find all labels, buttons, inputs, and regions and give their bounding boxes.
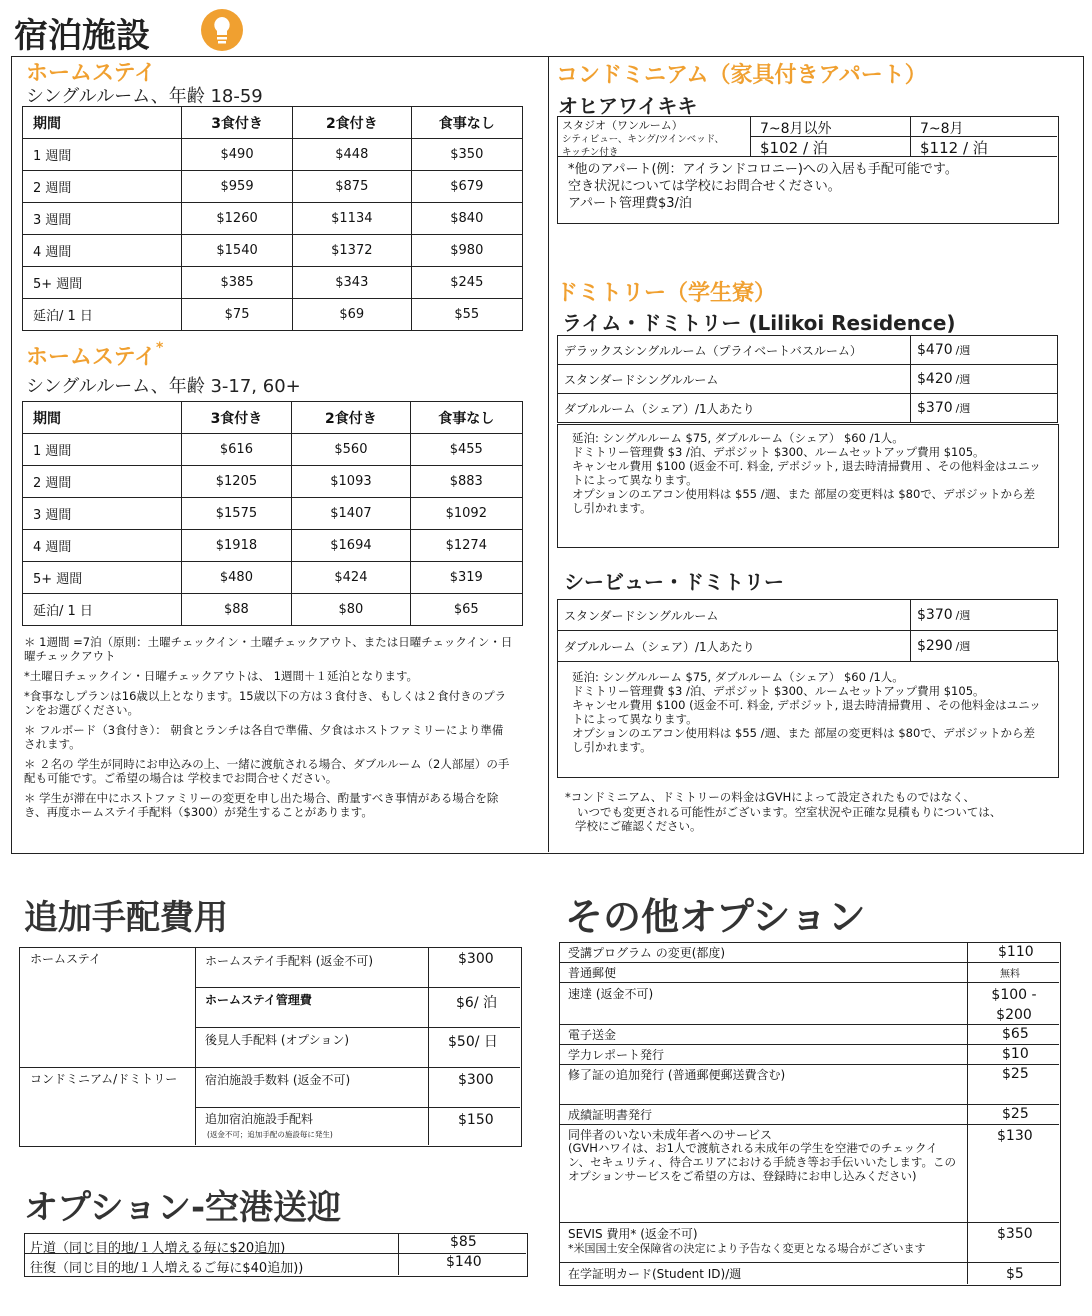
room-price-cell bbox=[911, 336, 1058, 365]
page-title: 宿泊施設 bbox=[14, 16, 150, 56]
price-cell: $319 bbox=[410, 562, 522, 594]
airport-oneway-price: $85 bbox=[450, 1234, 477, 1250]
dorm-title: ドミトリー（学生寮） bbox=[556, 281, 777, 306]
price-cell: $1918 bbox=[181, 530, 292, 562]
price-cell: $1540 bbox=[182, 235, 293, 267]
price-cell: $679 bbox=[411, 171, 522, 203]
column-header: 3食付き bbox=[181, 402, 292, 434]
price-cell: $1205 bbox=[181, 466, 292, 498]
homestay-adult-subtitle: シングルルーム、年齢 18-59 bbox=[26, 86, 263, 107]
condo-room-desc: シティビュー、キング/ツインベッド、 bbox=[562, 134, 724, 145]
table-row bbox=[23, 530, 523, 562]
other-options-title: その他オプション bbox=[565, 895, 866, 939]
option-item-desc: (GVHハワイは、お1人で渡航される未成年の学生を空港でのチェックイン、セキュリティ、待合エリアにおける手続き等お手伝いいたします。このオプションサービスをご希望の方は、登録時にお申し込みください) bbox=[568, 1141, 957, 1183]
airport-oneway: 片道（同じ目的地/１人増える毎に$20追加) bbox=[30, 1241, 286, 1256]
price-cell: $875 bbox=[293, 171, 412, 203]
price-cell: $959 bbox=[182, 171, 293, 203]
seaview-notes bbox=[572, 670, 1042, 754]
fee-price: $150 bbox=[458, 1112, 494, 1128]
room-name: スタンダードシングルルーム bbox=[558, 365, 911, 394]
fee-price: $6/ 泊 bbox=[456, 995, 497, 1011]
column-header: 期間 bbox=[23, 402, 182, 434]
duration-cell: 2 週間 bbox=[23, 171, 182, 203]
option-item: SEVIS 費用* (返金不可) bbox=[568, 1227, 698, 1241]
price-cell: $455 bbox=[410, 434, 522, 466]
dorm-footnote bbox=[565, 790, 1001, 834]
price-cell: $616 bbox=[181, 434, 292, 466]
price-cell: $1694 bbox=[292, 530, 410, 562]
room-unit: /週 bbox=[955, 640, 971, 653]
column-header: 食事なし bbox=[411, 107, 522, 139]
option-item: 受講プログラム の変更(都度) bbox=[568, 946, 726, 960]
table-row bbox=[23, 562, 523, 594]
room-price-cell bbox=[911, 631, 1058, 662]
price-cell: $385 bbox=[182, 267, 293, 299]
room-price: $370 bbox=[917, 400, 953, 416]
table-row bbox=[23, 498, 523, 530]
price-cell: $65 bbox=[410, 594, 522, 626]
price-cell: $424 bbox=[292, 562, 410, 594]
option-item: 速達 (返金不可) bbox=[568, 987, 654, 1001]
airport-roundtrip-price: $140 bbox=[446, 1254, 482, 1270]
condo-name: オヒアワイキキ bbox=[558, 94, 698, 118]
duration-cell: 5+ 週間 bbox=[23, 267, 182, 299]
table-row bbox=[23, 299, 523, 331]
homestay-youth-subtitle: シングルルーム、年齢 3-17, 60+ bbox=[26, 376, 301, 397]
price-cell: $1260 bbox=[182, 203, 293, 235]
table-row bbox=[23, 235, 523, 267]
homestay-youth-title: ホームステイ* bbox=[26, 340, 164, 370]
duration-cell: 5+ 週間 bbox=[23, 562, 182, 594]
room-name: デラックスシングルルーム（プライベートバスルーム） bbox=[558, 336, 911, 365]
column-header: 2食付き bbox=[293, 107, 412, 139]
column-divider bbox=[548, 56, 549, 852]
room-price: $470 bbox=[917, 342, 953, 358]
price-cell: $490 bbox=[182, 139, 293, 171]
condo-notes bbox=[568, 161, 958, 212]
lime-notes bbox=[572, 431, 1042, 515]
fee-item: 宿泊施設手数料 (返金不可) bbox=[205, 1073, 351, 1087]
price-cell: $55 bbox=[411, 299, 522, 331]
dorm-footnote-line: いつでも変更される可能性がございます。空室状況や正確な見積もりについては、 bbox=[577, 804, 1002, 819]
option-price: $110 bbox=[998, 944, 1034, 960]
homestay-note: *食事なしプランは16歳以上となります。15歳以下の方は３食付き、もしくは２食付きのプランをお選びください。 bbox=[24, 689, 507, 717]
lime-note: ドミトリー管理費 $3 /泊、デポジット $300、ルームセットアップ費用 $105。 bbox=[572, 445, 985, 459]
room-name: スタンダードシングルルーム bbox=[558, 600, 911, 631]
table-row bbox=[23, 466, 523, 498]
condo-note: 空き状況については学校にお問合せください。 bbox=[568, 179, 841, 194]
lightbulb-icon bbox=[200, 8, 244, 52]
homestay-note: ＊ 1週間 =7泊（原則：土曜チェックイン・土曜チェックアウト、または日曜チェックイン・日曜チェックアウト bbox=[24, 635, 513, 663]
lime-dorm-table bbox=[557, 335, 1058, 423]
option-item: 学力レポート発行 bbox=[568, 1048, 665, 1062]
room-price: $290 bbox=[917, 638, 953, 654]
condo-offpeak-price: $102 / 泊 bbox=[760, 139, 828, 157]
table-row bbox=[558, 631, 1058, 662]
table-row bbox=[23, 267, 523, 299]
option-item: 同伴者のいない未成年者へのサービス bbox=[568, 1128, 773, 1142]
table-row bbox=[23, 139, 523, 171]
duration-cell: 1 週間 bbox=[23, 434, 182, 466]
room-price: $420 bbox=[917, 371, 953, 387]
lime-note: キャンセル費用 $100 (返金不可. 料金, デポジット, 退去時清掃費用 、その他料金はユニットによって異なります。 bbox=[572, 459, 1041, 487]
duration-cell: 延泊/ 1 日 bbox=[23, 299, 182, 331]
option-item: 成績証明書発行 bbox=[568, 1108, 653, 1122]
homestay-adult-title: ホームステイ bbox=[26, 61, 157, 86]
room-price: $370 bbox=[917, 607, 953, 623]
fee-group-homestay: ホームステイ bbox=[30, 952, 101, 966]
homestay-notes bbox=[24, 635, 514, 825]
price-cell: $69 bbox=[293, 299, 412, 331]
homestay-note: ＊ フルボード（3食付き）： 朝食とランチは各自で準備、夕食はホストファミリーにより準備されます。 bbox=[24, 723, 504, 751]
option-item: 電子送金 bbox=[568, 1028, 617, 1042]
fee-item-note: (返金不可；追加手配の施設毎に発生) bbox=[207, 1130, 333, 1139]
room-unit: /週 bbox=[955, 402, 971, 415]
dorm-footnote-line: 学校にご確認ください。 bbox=[575, 819, 702, 833]
room-unit: /週 bbox=[955, 344, 971, 357]
price-cell: $883 bbox=[410, 466, 522, 498]
duration-cell: 4 週間 bbox=[23, 530, 182, 562]
lime-note: オプションのエアコン使用料は $55 /週、また 部屋の変更料は $80で、デポジットから差し引かれます。 bbox=[572, 487, 1036, 515]
price-cell: $1093 bbox=[292, 466, 410, 498]
table-row bbox=[23, 434, 523, 466]
homestay-note: ＊ 学生が滞在中にホストファミリーの変更を申し出た場合、酌量すべき事情がある場合を除き、再度ホームステイ手配料（$300）が発生することがあります。 bbox=[24, 791, 499, 819]
table-row bbox=[23, 203, 523, 235]
condo-room-label: スタジオ（ワンルーム） bbox=[562, 119, 683, 132]
column-header: 3食付き bbox=[182, 107, 293, 139]
price-cell: $1575 bbox=[181, 498, 292, 530]
option-price: $130 bbox=[997, 1128, 1033, 1144]
duration-cell: 3 週間 bbox=[23, 498, 182, 530]
price-cell: $88 bbox=[181, 594, 292, 626]
duration-cell: 1 週間 bbox=[23, 139, 182, 171]
seaview-note: 延泊: シングルルーム $75, ダブルルーム（シェア） $60 /1人。 bbox=[572, 670, 904, 684]
price-cell: $560 bbox=[292, 434, 410, 466]
fee-group-condo: コンドミニアム/ドミトリー bbox=[30, 1072, 178, 1086]
seaview-note: ドミトリー管理費 $3 /泊、デポジット $300、ルームセットアップ費用 $105。 bbox=[572, 684, 985, 698]
price-cell: $350 bbox=[411, 139, 522, 171]
lime-note: 延泊: シングルルーム $75, ダブルルーム（シェア） $60 /1人。 bbox=[572, 431, 904, 445]
seaview-note: オプションのエアコン使用料は $55 /週、また 部屋の変更料は $80で、デポジットから差し引かれます。 bbox=[572, 726, 1036, 754]
price-cell: $1134 bbox=[293, 203, 412, 235]
dorm-footnote-line: *コンドミニアム、ドミトリーの料金はGVHによって設定されたものではなく、 bbox=[565, 790, 975, 804]
option-item: 在学証明カード(Student ID)/週 bbox=[568, 1267, 742, 1281]
condo-room-desc: キッチン付き bbox=[562, 147, 619, 158]
homestay-youth-table bbox=[22, 401, 523, 626]
fee-price: $50/ 日 bbox=[448, 1034, 498, 1050]
table-row bbox=[558, 365, 1058, 394]
homestay-note: ＊ ２名の 学生が同時にお申込みの上、一緒に渡航される場合、ダブルルーム（2人部屋）の手配も可能です。ご希望の場合は 学校までお問合せください。 bbox=[24, 757, 510, 785]
column-header: 2食付き bbox=[292, 402, 410, 434]
condo-note: アパート管理費$3/泊 bbox=[568, 196, 692, 211]
table-row bbox=[558, 600, 1058, 631]
option-price: $25 bbox=[1002, 1066, 1029, 1082]
option-price: 無料 bbox=[1000, 969, 1020, 980]
price-cell: $245 bbox=[411, 267, 522, 299]
room-price-cell bbox=[911, 600, 1058, 631]
option-price: $25 bbox=[1002, 1106, 1029, 1122]
fee-item: 追加宿泊施設手配料 bbox=[205, 1112, 314, 1126]
room-price-cell bbox=[911, 365, 1058, 394]
table-row bbox=[23, 171, 523, 203]
lime-dorm-name: ライム・ドミトリー (Lilikoi Residence) bbox=[562, 311, 956, 335]
fee-item: ホームステイ手配料 (返金不可) bbox=[205, 954, 374, 968]
price-cell: $1372 bbox=[293, 235, 412, 267]
condo-offpeak-head: 7~8月以外 bbox=[760, 121, 832, 137]
fee-item: 後見人手配料 (オプション) bbox=[205, 1033, 350, 1047]
fee-price: $300 bbox=[458, 951, 494, 967]
airport-roundtrip: 往復（同じ目的地/１人増えるご毎に$40追加)) bbox=[30, 1261, 304, 1276]
table-row bbox=[23, 594, 523, 626]
price-cell: $480 bbox=[181, 562, 292, 594]
condo-title: コンドミニアム（家具付きアパート） bbox=[556, 63, 927, 88]
option-price: $5 bbox=[1006, 1266, 1024, 1282]
room-name: ダブルルーム（シェア）/1人あたり bbox=[558, 394, 911, 423]
room-name: ダブルルーム（シェア）/1人あたり bbox=[558, 631, 911, 662]
price-cell: $343 bbox=[293, 267, 412, 299]
condo-note: *他のアパート(例：アイランドコロニー)への入居も手配可能です。 bbox=[568, 162, 958, 177]
price-cell: $80 bbox=[292, 594, 410, 626]
price-cell: $980 bbox=[411, 235, 522, 267]
additional-fees-title: 追加手配費用 bbox=[24, 898, 228, 938]
condo-peak-head: 7~8月 bbox=[920, 121, 964, 137]
price-cell: $1274 bbox=[410, 530, 522, 562]
room-unit: /週 bbox=[955, 609, 971, 622]
room-unit: /週 bbox=[955, 373, 971, 386]
table-row bbox=[558, 394, 1058, 423]
option-price: $65 bbox=[1002, 1026, 1029, 1042]
price-cell: $75 bbox=[182, 299, 293, 331]
fee-price: $300 bbox=[458, 1072, 494, 1088]
price-cell: $1407 bbox=[292, 498, 410, 530]
price-cell: $1092 bbox=[410, 498, 522, 530]
homestay-youth-star: * bbox=[156, 340, 164, 356]
condo-peak-price: $112 / 泊 bbox=[920, 139, 988, 157]
option-item: 普通郵便 bbox=[568, 966, 617, 980]
seaview-dorm-name: シービュー・ドミトリー bbox=[564, 570, 784, 594]
fee-item: ホームステイ管理費 bbox=[205, 993, 312, 1007]
room-price-cell bbox=[911, 394, 1058, 423]
duration-cell: 4 週間 bbox=[23, 235, 182, 267]
column-header: 食事なし bbox=[410, 402, 522, 434]
table-row bbox=[558, 336, 1058, 365]
duration-cell: 延泊/ 1 日 bbox=[23, 594, 182, 626]
airport-title: オプション-空港送迎 bbox=[24, 1188, 342, 1228]
homestay-note: *土曜日チェックイン・日曜チェックアウトは、 1週間＋１延泊となります。 bbox=[24, 669, 419, 683]
option-price: $350 bbox=[997, 1226, 1033, 1242]
homestay-adult-table bbox=[22, 106, 523, 331]
duration-cell: 3 週間 bbox=[23, 203, 182, 235]
duration-cell: 2 週間 bbox=[23, 466, 182, 498]
price-cell: $448 bbox=[293, 139, 412, 171]
column-header: 期間 bbox=[23, 107, 182, 139]
seaview-note: キャンセル費用 $100 (返金不可. 料金, デポジット, 退去時清掃費用 、その他料金はユニットによって異なります。 bbox=[572, 698, 1041, 726]
option-item-desc: *米国国土安全保障省の決定により予告なく変更となる場合がございます bbox=[568, 1242, 926, 1255]
option-item: 修了証の追加発行 (普通郵便郵送費含む) bbox=[568, 1068, 786, 1082]
option-price: $10 bbox=[1002, 1046, 1029, 1062]
option-price: $100 - $200 bbox=[991, 987, 1037, 1023]
price-cell: $840 bbox=[411, 203, 522, 235]
seaview-dorm-table bbox=[557, 599, 1058, 662]
